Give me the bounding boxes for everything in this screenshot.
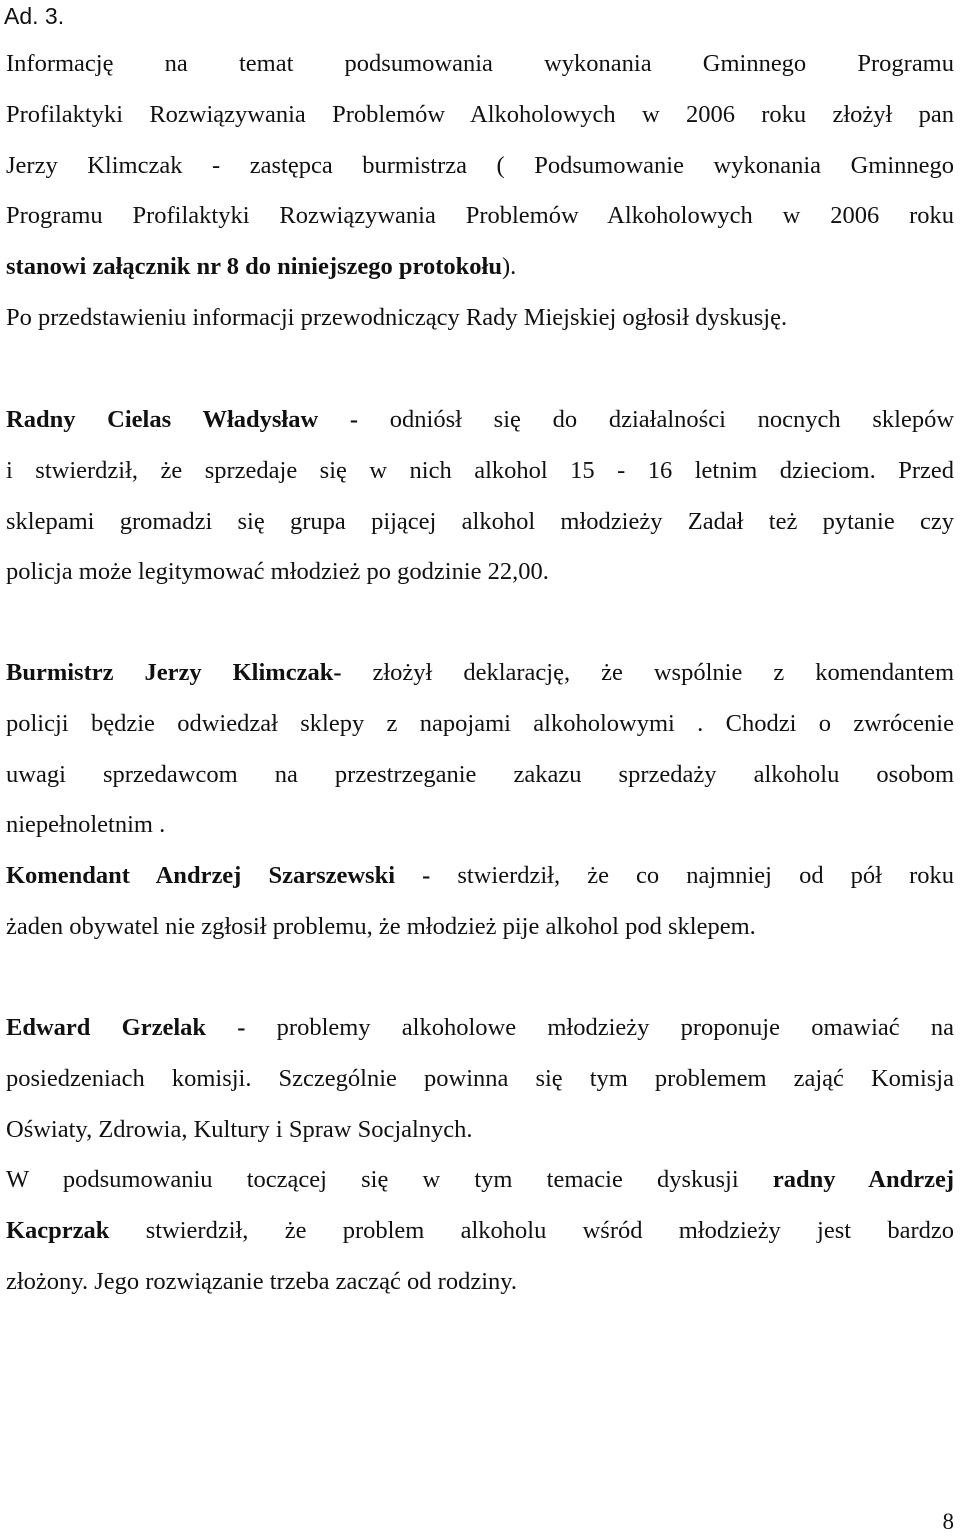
text-line (6, 242, 954, 293)
attachment-note: stanowi załącznik nr 8 do niniejszego protokołu (6, 253, 502, 281)
paragraph-cielas (6, 395, 954, 598)
text-line: policji będzie odwiedzał sklepy z napojami alkoholowymi . Chodzi o zwrócenie (6, 709, 954, 737)
paragraph-program-summary (6, 39, 954, 293)
text-fragment: stwierdził, że co najmniej od pół roku (430, 862, 954, 889)
text-line: żaden obywatel nie zgłosił problemu, że młodzież pije alkohol pod sklepem. (6, 912, 756, 940)
text-line: Jerzy Klimczak - zastępca burmistrza ( Podsumowanie wykonania Gminnego (6, 151, 954, 179)
text-fragment: problemy alkoholowe młodzieży proponuje omawiać na (245, 1014, 955, 1041)
text-line: Oświaty, Zdrowia, Kultury i Spraw Socjalnych. (6, 1115, 473, 1143)
text-line (6, 395, 954, 446)
text-line: Po przedstawieniu informacji przewodniczący Rady Miejskiej ogłosił dyskusję. (6, 304, 788, 331)
text-fragment: W podsumowaniu toczącej się w tym temacie dyskusji (6, 1166, 773, 1193)
text-line: Informację na temat podsumowania wykonania Gminnego Programu (6, 50, 954, 77)
page-number: 8 (942, 1509, 954, 1534)
speaker-name: Radny Cielas Władysław - (6, 406, 359, 433)
text-line (6, 1206, 954, 1257)
text-fragment: złożył deklarację, że wspólnie z komendantem (341, 659, 954, 686)
speaker-name: Kacprzak (6, 1216, 110, 1244)
text-line (6, 1003, 954, 1054)
text-line (6, 648, 954, 699)
text-line (6, 1155, 954, 1206)
speaker-name: radny Andrzej (772, 1166, 954, 1193)
text-fragment: stwierdził, że problem alkoholu wśród młodzieży jest bardzo (109, 1216, 954, 1244)
paragraph-grzelak (6, 1003, 954, 1155)
speaker-name: Edward Grzelak - (6, 1014, 246, 1041)
text-line: Programu Profilaktyki Rozwiązywania Problemów Alkoholowych w 2006 roku (6, 202, 954, 230)
paragraph-discussion-opened (6, 293, 954, 344)
text-line: złożony. Jego rozwiązanie trzeba zacząć od rodziny. (6, 1267, 518, 1295)
paragraph-szarszewski (6, 851, 954, 953)
section-heading: Ad. 3. (4, 3, 65, 29)
text-line: sklepami gromadzi się grupa pijącej alkohol młodzieży Zadał też pytanie czy (6, 507, 954, 535)
text-line: niepełnoletnim . (6, 811, 166, 839)
speaker-name: Burmistrz Jerzy Klimczak- (6, 659, 342, 686)
text-line: Profilaktyki Rozwiązywania Problemów Alkoholowych w 2006 roku złożył pan (6, 100, 954, 128)
text-line (6, 851, 954, 902)
text-line: i stwierdził, że sprzedaje się w nich alkohol 15 - 16 letnim dzieciom. Przed (6, 456, 954, 484)
text-fragment: odniósł się do działalności nocnych sklepów (358, 406, 955, 433)
text-line: policja może legitymować młodzież po godzinie 22,00. (6, 558, 549, 586)
paragraph-klimczak (6, 648, 954, 851)
speaker-name: Komendant Andrzej Szarszewski - (6, 862, 431, 889)
text-line: posiedzeniach komisji. Szczególnie powinna się tym problemem zająć Komisja (6, 1064, 954, 1092)
text-fragment: ). (501, 253, 517, 281)
text-line: uwagi sprzedawcom na przestrzeganie zakazu sprzedaży alkoholu osobom (6, 760, 954, 788)
paragraph-kacprzak (6, 1155, 954, 1307)
